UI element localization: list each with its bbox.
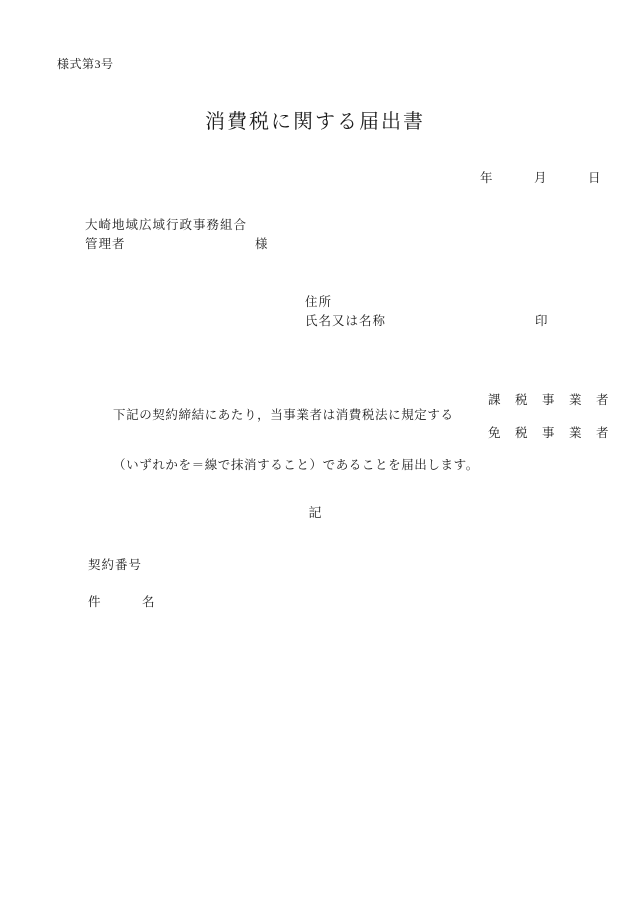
option-taxable-business: 課 税 事 業 者 — [488, 393, 610, 407]
seal-label: 印 — [535, 314, 548, 328]
body-text-line-2: （いずれかを＝線で抹消すること）であることを届出します。 — [113, 458, 479, 472]
page-title: 消費税に関する届出書 — [205, 111, 425, 133]
addressee-organization: 大崎地域広域行政事務組合 — [85, 218, 248, 232]
ki-mark: 記 — [308, 505, 322, 520]
form-number: 様式第3号 — [57, 57, 114, 71]
subject-name-label: 件 名 — [88, 595, 156, 609]
body-text-line-1: 下記の契約締結にあたり，当事業者は消費税法に規定する — [113, 408, 454, 422]
name-label: 氏名又は名称 — [305, 314, 387, 328]
addressee-honorific: 様 — [255, 237, 268, 251]
addressee-role: 管理者 — [85, 237, 126, 251]
address-label: 住所 — [305, 295, 333, 309]
contract-number-label: 契約番号 — [88, 558, 143, 572]
date-line: 年 月 日 — [480, 171, 602, 185]
option-exempt-business: 免 税 事 業 者 — [488, 426, 610, 440]
